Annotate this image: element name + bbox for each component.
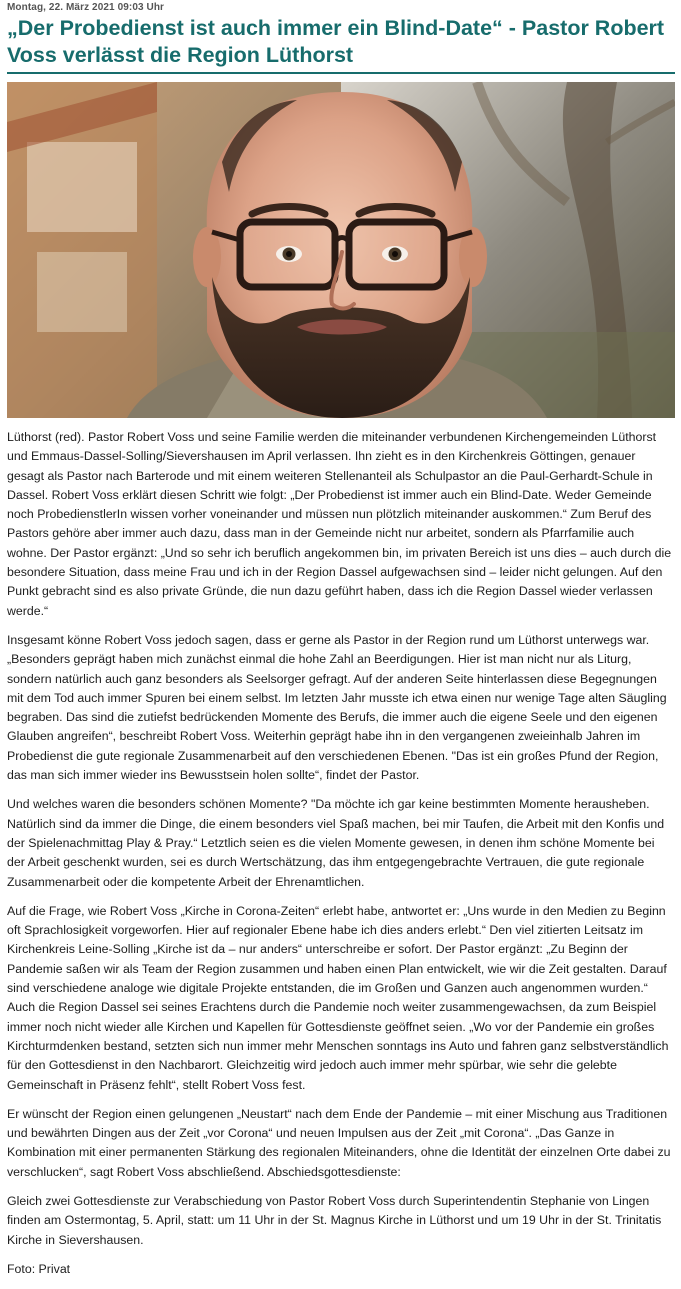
article-paragraph: Er wünscht der Region einen gelungenen „Neustart“ nach dem Ende der Pandemie – mit einer Mischung aus Traditionen und bewährten Dingen aus der Zeit „vor Corona“ und neuen Impulsen aus der Zeit „mit Corona“. „Das Ganze in Kombination mit einer permanenten Stärkung des regionalen Miteinanders, ohne die Identität der einzelnen Orte dabei zu verschlucken“, sagt Robert Voss abschließend. Abschiedsgottesdienste: <box>7 1106 671 1179</box>
portrait-illustration <box>7 82 675 418</box>
article-paragraph: Lüthorst (red). Pastor Robert Voss und seine Familie werden die miteinander verbundenen Kirchengemeinden Lüthorst und Emmaus-Dassel-Solling/Sievershausen im April verlassen. Ihn zieht es in den Kirchenkreis Göttingen, genauer gesagt als Pastor nach Barterode und mit einem weiteren Stellenanteil als Schulpastor an die Paul-Gerhardt-Schule in Dassel. Robert Voss erklärt diesen Schritt wie folgt: „Der Probedienst ist immer auch ein Blind-Date. Weder Gemeinde noch ProbedienstlerIn wissen vorher voneinander und müssen nun plötzlich miteinander auskommen.“ Zum Beruf des Pastors gehöre aber immer auch dazu, dass man in der Gemeinde nicht nur arbeitet, sondern als Pfarrfamilie auch wohne. Der Pastor ergänzt: „Und so sehr ich beruflich angekommen bin, im privaten Bereich ist uns dies – auch durch die besondere Situation, dass meine Frau und ich in der Region Dassel aufgewachsen sind – leider nicht gelungen. Auf den Punkt gebracht sind es also private Gründe, die nun dazu geführt haben, dass ich die Region Dassel wieder verlassen werde.“ <box>7 430 672 618</box>
photo-credit: Foto: Privat <box>7 1261 71 1276</box>
article-date: Montag, 22. März 2021 09:03 Uhr <box>7 2 165 13</box>
article-body <box>7 428 675 1289</box>
article-headline: „Der Probedienst ist auch immer ein Blind-Date“ - Pastor Robert Voss verlässt die Region Lüthorst <box>7 16 665 67</box>
portrait-photo <box>7 82 675 418</box>
headline-divider <box>7 72 675 74</box>
article-paragraph: Auf die Frage, wie Robert Voss „Kirche in Corona-Zeiten“ erlebt habe, antwortet er: „Uns wurde in den Medien zu Beginn oft Sprachlosigkeit vorgeworfen. Hier auf regionaler Ebene habe ich dies anders erlebt.“ Den viel zitierten Leitsatz im Kirchenkreis Leine-Solling „Kirche ist da – nur anders“ unterschreibe er sofort. Der Pastor ergänzt: „Zu Beginn der Pandemie saßen wir als Team der Region zusammen und haben einen Plan entwickelt, wie wir die Zeit gestalten. Darauf sind verschiedene analoge wie digitale Projekte entstanden, die im Großen und Ganzen auch angenommen wurden.“ Auch die Region Dassel sei seines Erachtens durch die Pandemie noch weiter zusammengewachsen, da zum Beispiel immer noch nicht wieder alle Kirchen und Kapellen für Gottesdienste geöffnet seien. „Wo vor der Pandemie ein großes Kirchturmdenken bestand, setzten sich nun immer mehr Menschen sonntags ins Auto und fahren ganz selbstverständlich für den Gottesdienst in den Nachbarort. Gleichzeitig wird jedoch auch immer mehr spürbar, wie sehr die gelebte Gemeinschaft in Präsenz fehlt“, stellt Robert Voss fest. <box>7 903 669 1092</box>
article-paragraph: Und welches waren die besonders schönen Momente? "Da möchte ich gar keine bestimmten Momente herausheben. Natürlich sind da immer die Dinge, die einem besonders viel Spaß machen, bei mir Taufen, die Arbeit mit den Konfis und der Spielenachmittag Play & Pray.“ Letztlich seien es die vielen Momente gewesen, in denen ihm schöne Momente bei der Arbeit geschenkt wurden, sei es durch Wertschätzung, das ihm entgegengebrachte Vertrauen, die gute regionale Zusammenarbeit oder die kompetente Arbeit der Ehrenamtlichen. <box>7 797 665 889</box>
article-paragraph: Insgesamt könne Robert Voss jedoch sagen, dass er gerne als Pastor in der Region rund um Lüthorst unterwegs war. „Besonders geprägt haben mich zunächst einmal die hohe Zahl an Beerdigungen. Hier ist man nicht nur als Liturg, sondern natürlich auch ganz besonders als Seelsorger gefragt. Auf der anderen Seite hinterlassen diese Begegnungen mit dem Tod auch immer Spuren bei einem selbst. Im letzten Jahr musste ich etwa einen nur wenige Tage alten Säugling begraben. Das sind die zutiefst bedrückenden Momente des Berufs, die immer auch die eigene Seele und den eigenen Glauben angreifen“, beschreibt Robert Voss. Weiterhin geprägt habe ihn in den vergangenen zweieinhalb Jahren im Probedienst die gute regionale Zusammenarbeit auf den verschiedenen Ebenen. "Das ist ein großes Pfund der Region, das man sich immer wieder ins Bewusstsein holen sollte“, findet der Pastor. <box>7 632 667 783</box>
article-paragraph: Gleich zwei Gottesdienste zur Verabschiedung von Pastor Robert Voss durch Superintendentin Stephanie von Lingen finden am Ostermontag, 5. April, statt: um 11 Uhr in der St. Magnus Kirche in Lüthorst und um 19 Uhr in der St. Trinitatis Kirche in Sievershausen. <box>7 1193 662 1247</box>
